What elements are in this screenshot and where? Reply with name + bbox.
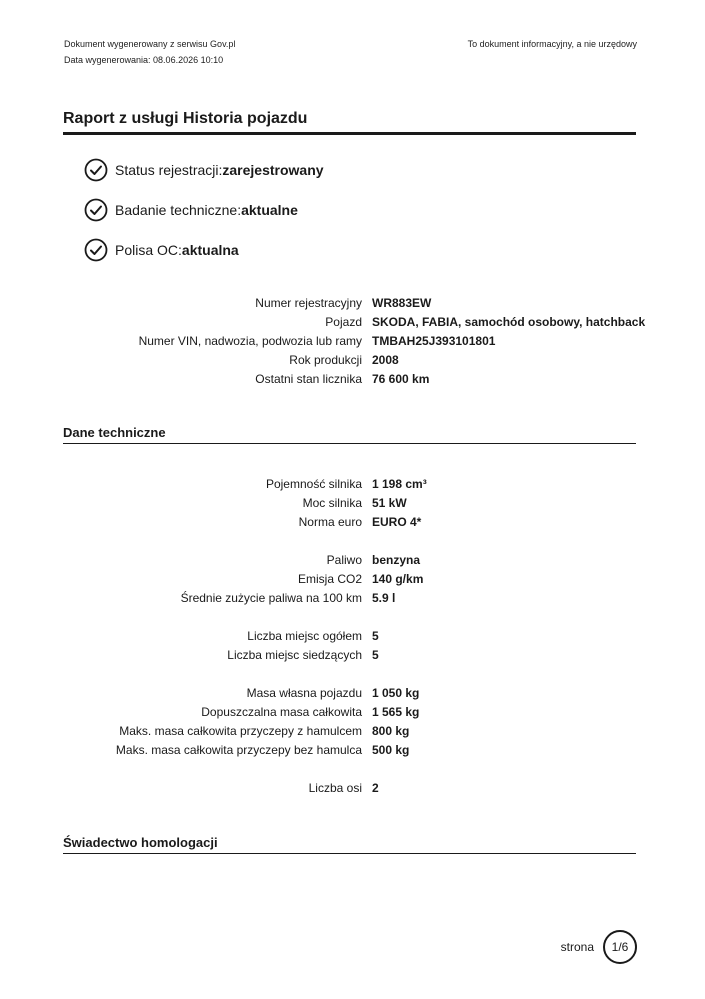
status-value: zarejestrowany bbox=[222, 162, 324, 178]
kv-row bbox=[0, 646, 705, 665]
production-year-value: 2008 bbox=[372, 353, 399, 367]
total-seats-value: 5 bbox=[372, 629, 379, 643]
disclaimer-note: To dokument informacyjny, a nie urzędowy bbox=[467, 39, 637, 49]
registration-number-value: WR883EW bbox=[372, 296, 432, 310]
vin-value: TMBAH25J393101801 bbox=[372, 334, 496, 348]
kv-row bbox=[0, 332, 705, 351]
status-label: Badanie techniczne: bbox=[115, 202, 242, 218]
page-title: Raport z usługi Historia pojazdu bbox=[63, 110, 636, 135]
kv-row bbox=[0, 475, 705, 494]
gross-weight-value: 1 565 kg bbox=[372, 705, 420, 719]
document-meta bbox=[64, 38, 235, 70]
kv-row bbox=[0, 313, 705, 332]
axle-count-value: 2 bbox=[372, 781, 379, 795]
co2-emission-label: Emisja CO2 bbox=[297, 572, 362, 586]
total-seats-label: Liczba miejsc ogółem bbox=[247, 629, 362, 643]
spacer bbox=[0, 760, 705, 779]
sitting-seats-label: Liczba miejsc siedzących bbox=[227, 648, 362, 662]
engine-capacity-label: Pojemność silnika bbox=[265, 477, 362, 491]
registration-number-label: Numer rejestracyjny bbox=[255, 296, 362, 310]
braked-trailer-value: 800 kg bbox=[372, 724, 410, 738]
production-year-label: Rok produkcji bbox=[289, 353, 362, 367]
section-technical-data: Dane techniczne bbox=[63, 425, 636, 444]
kv-row bbox=[0, 551, 705, 570]
gross-weight-label: Dopuszczalna masa całkowita bbox=[201, 705, 362, 719]
fuel-value: benzyna bbox=[372, 553, 421, 567]
kv-row bbox=[0, 741, 705, 760]
status-inspection bbox=[84, 197, 324, 223]
engine-power-value: 51 kW bbox=[372, 496, 407, 510]
page-footer bbox=[561, 930, 637, 964]
curb-weight-value: 1 050 kg bbox=[372, 686, 420, 700]
vin-label: Numer VIN, nadwozia, podwozia lub ramy bbox=[138, 334, 362, 348]
fuel-label: Paliwo bbox=[326, 553, 362, 567]
generation-date: Data wygenerowania: 08.06.2026 10:10 bbox=[64, 55, 224, 65]
fuel-consumption-label: Średnie zużycie paliwa na 100 km bbox=[180, 591, 362, 605]
technical-data bbox=[0, 475, 705, 798]
kv-row bbox=[0, 722, 705, 741]
unbraked-trailer-value: 500 kg bbox=[372, 743, 410, 757]
kv-row bbox=[0, 703, 705, 722]
kv-row bbox=[0, 589, 705, 608]
check-circle-icon bbox=[84, 198, 108, 222]
check-circle-icon bbox=[84, 238, 108, 262]
odometer-value: 76 600 km bbox=[372, 372, 430, 386]
engine-power-label: Moc silnika bbox=[302, 496, 362, 510]
page-indicator bbox=[603, 930, 637, 964]
source-note: Dokument wygenerowany z serwisu Gov.pl bbox=[64, 39, 236, 49]
kv-row bbox=[0, 779, 705, 798]
status-list bbox=[84, 157, 324, 277]
fuel-consumption-value: 5.9 l bbox=[372, 591, 396, 605]
status-value: aktualne bbox=[241, 202, 298, 218]
section-homologation: Świadectwo homologacji bbox=[63, 835, 636, 854]
status-label: Polisa OC: bbox=[115, 242, 182, 258]
kv-row bbox=[0, 684, 705, 703]
vehicle-summary bbox=[0, 294, 705, 389]
status-label: Status rejestracji: bbox=[115, 162, 223, 178]
kv-row bbox=[0, 370, 705, 389]
page-label: strona bbox=[560, 940, 594, 954]
vehicle-label: Pojazd bbox=[325, 315, 362, 329]
euro-norm-label: Norma euro bbox=[298, 515, 362, 529]
euro-norm-value: EURO 4* bbox=[372, 515, 422, 529]
odometer-label: Ostatni stan licznika bbox=[255, 372, 362, 386]
vehicle-value: SKODA, FABIA, samochód osobowy, hatchback bbox=[372, 315, 646, 329]
spacer bbox=[0, 608, 705, 627]
status-value: aktualna bbox=[181, 242, 239, 258]
spacer bbox=[0, 532, 705, 551]
unbraked-trailer-label: Maks. masa całkowita przyczepy bez hamulca bbox=[115, 743, 362, 757]
curb-weight-label: Masa własna pojazdu bbox=[246, 686, 362, 700]
co2-emission-value: 140 g/km bbox=[372, 572, 424, 586]
kv-row bbox=[0, 627, 705, 646]
axle-count-label: Liczba osi bbox=[308, 781, 362, 795]
kv-row bbox=[0, 294, 705, 313]
engine-capacity-value: 1 198 cm³ bbox=[372, 477, 427, 491]
spacer bbox=[0, 665, 705, 684]
check-circle-icon bbox=[84, 158, 108, 182]
kv-row bbox=[0, 570, 705, 589]
kv-row bbox=[0, 513, 705, 532]
status-registration bbox=[84, 157, 324, 183]
sitting-seats-value: 5 bbox=[372, 648, 379, 662]
kv-row bbox=[0, 351, 705, 370]
page-number: 1/6 bbox=[611, 940, 629, 954]
braked-trailer-label: Maks. masa całkowita przyczepy z hamulcem bbox=[119, 724, 362, 738]
status-insurance bbox=[84, 237, 324, 263]
kv-row bbox=[0, 494, 705, 513]
